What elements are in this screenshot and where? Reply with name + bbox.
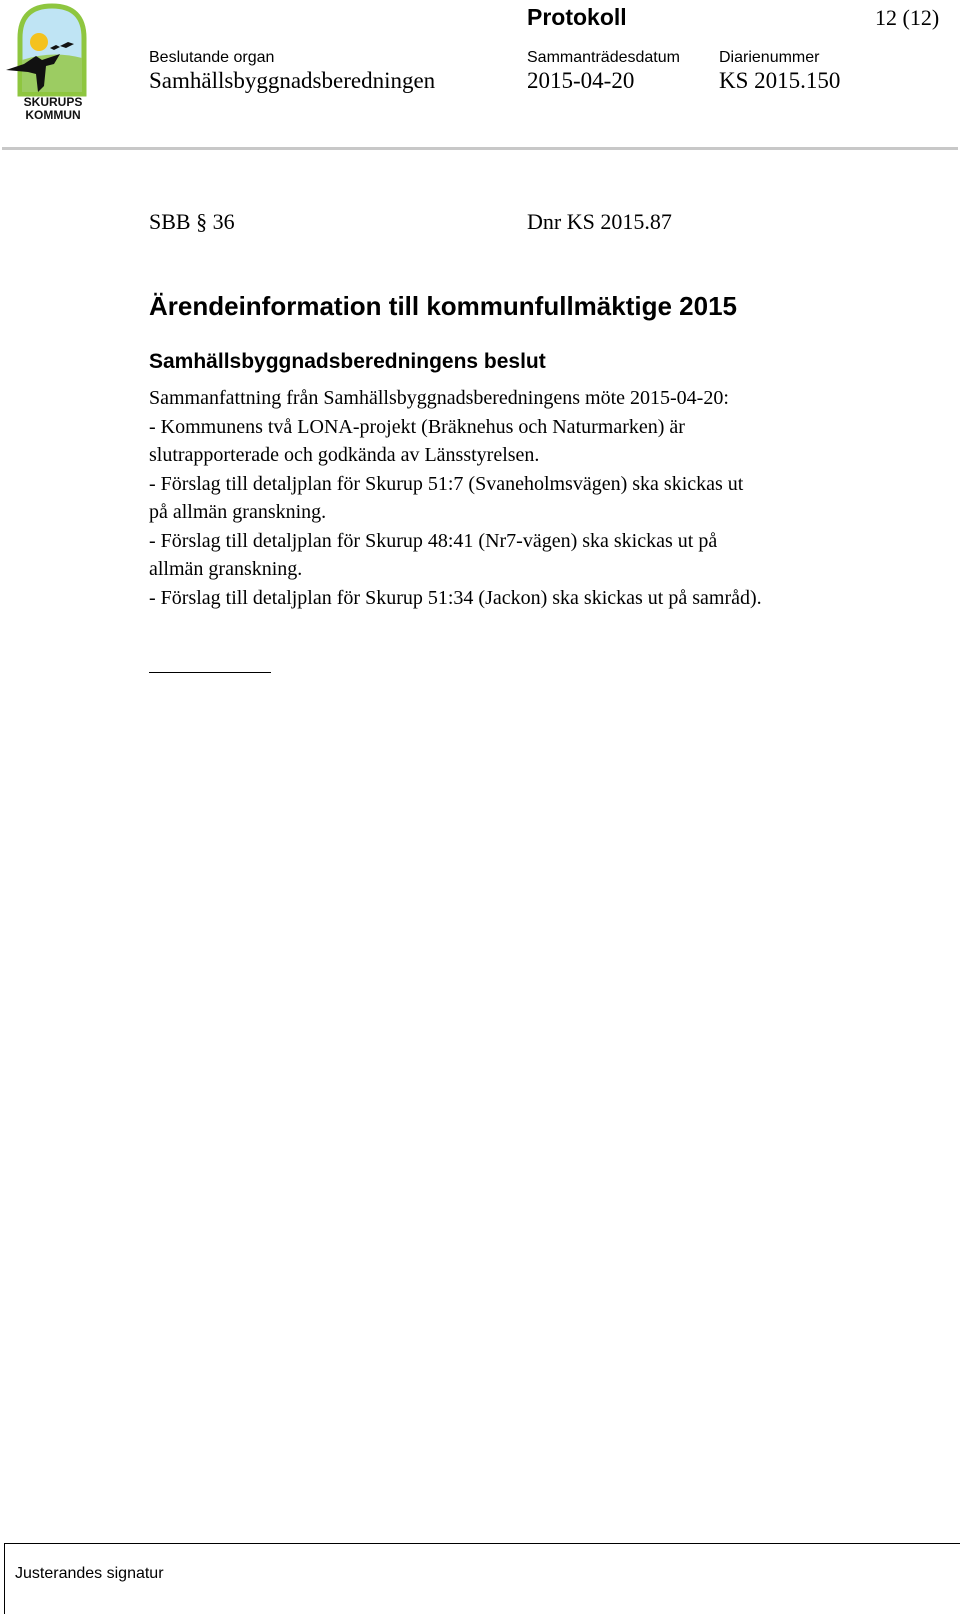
text-line: - Förslag till detaljplan för Skurup 48:41 (Nr7-vägen) ska skickas ut på [149,529,718,552]
end-divider [149,672,271,673]
text-line: allmän granskning. [149,558,303,580]
signature-label: Justerandes signatur [15,1565,164,1582]
text-line: Sammanfattning från Samhällsbyggnadsberedningens möte 2015-04-20: [149,387,729,409]
paragraph-id: SBB § 36 [149,209,235,234]
logo-emblem-icon [2,2,88,98]
page-number: 12 (12) [875,5,940,30]
section-subtitle: Samhällsbyggnadsberedningens beslut [149,350,546,373]
text-line: - Förslag till detaljplan för Skurup 51:34 (Jackon) ska skickas ut på samråd). [149,586,762,609]
date-value: 2015-04-20 [527,68,635,93]
signature-box [4,1543,960,1614]
skurups-kommun-logo [2,2,88,120]
text-line: slutrapporterade och godkända av Länsstyrelsen. [149,444,540,466]
date-label: Sammanträdesdatum [527,49,680,66]
document-type: Protokoll [527,4,627,30]
header-divider [2,147,958,150]
logo-wordmark [18,96,88,122]
organ-label: Beslutande organ [149,49,275,66]
decision-text [149,384,939,612]
case-number: Dnr KS 2015.87 [527,209,672,234]
diary-value: KS 2015.150 [719,68,841,93]
text-line: på allmän granskning. [149,501,327,523]
logo-text-line2: KOMMUN [25,108,81,122]
diary-label: Diarienummer [719,49,820,66]
text-line: - Förslag till detaljplan för Skurup 51:7 (Svaneholmsvägen) ska skickas ut [149,472,744,495]
text-line: - Kommunens två LONA-projekt (Bräknehus och Naturmarken) är [149,415,685,438]
organ-value: Samhällsbyggnadsberedningen [149,68,436,93]
logo-text-line1: SKURUPS [23,95,83,109]
section-title: Ärendeinformation till kommunfullmäktige 2015 [149,291,737,321]
